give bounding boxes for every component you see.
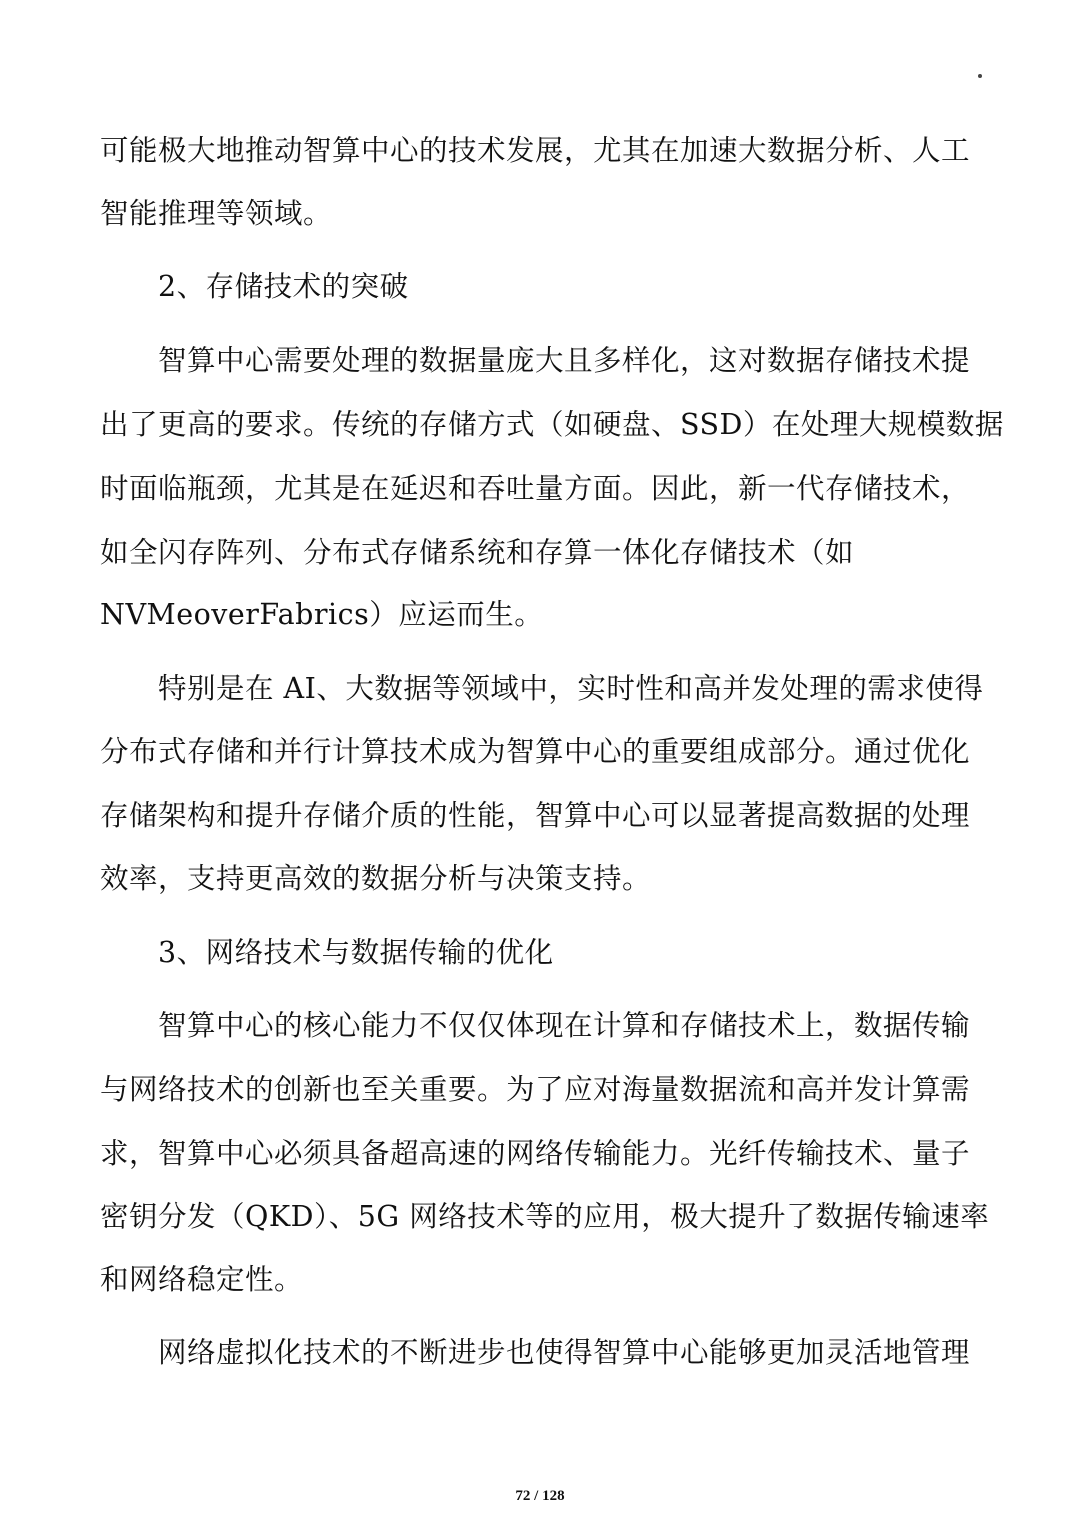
paragraph-1-line-2: 智能推理等领域。: [100, 197, 333, 230]
paragraph-7-line-1: 网络虚拟化技术的不断进步也使得智算中心能够更加灵活地管理: [158, 1336, 971, 1369]
paragraph-6-line-4: 密钥分发（QKD）、5G 网络技术等的应用，极大提升了数据传输速率: [100, 1200, 990, 1233]
paragraph-6-line-3: 求，智算中心必须具备超高速的网络传输能力。光纤传输技术、量子: [100, 1137, 971, 1170]
paragraph-4-line-4: 效率，支持更高效的数据分析与决策支持。: [100, 862, 652, 895]
paragraph-3-line-1: 智算中心需要处理的数据量庞大且多样化，这对数据存储技术提: [158, 344, 971, 377]
section-heading-storage: 2、存储技术的突破: [158, 270, 409, 303]
paragraph-4-line-1: 特别是在 AI、大数据等领域中，实时性和高并发处理的需求使得: [158, 672, 984, 705]
paragraph-6-line-5: 和网络稳定性。: [100, 1263, 304, 1296]
corner-mark: [978, 74, 982, 78]
paragraph-3-line-5: NVMeoverFabrics）应运而生。: [100, 598, 544, 631]
paragraph-6-line-1: 智算中心的核心能力不仅仅体现在计算和存储技术上，数据传输: [158, 1009, 971, 1042]
paragraph-3-line-3: 时面临瓶颈，尤其是在延迟和吞吐量方面。因此，新一代存储技术，: [100, 472, 971, 505]
section-heading-network: 3、网络技术与数据传输的优化: [158, 936, 554, 969]
paragraph-6-line-2: 与网络技术的创新也至关重要。为了应对海量数据流和高并发计算需: [100, 1073, 971, 1106]
paragraph-3-line-4: 如全闪存阵列、分布式存储系统和存算一体化存储技术（如: [100, 536, 855, 569]
paragraph-3-line-2: 出了更高的要求。传统的存储方式（如硬盘、SSD）在处理大规模数据: [100, 408, 1004, 441]
paragraph-4-line-2: 分布式存储和并行计算技术成为智算中心的重要组成部分。通过优化: [100, 735, 971, 768]
paragraph-4-line-3: 存储架构和提升存储介质的性能，智算中心可以显著提高数据的处理: [100, 799, 971, 832]
page-number: 72 / 128: [515, 1488, 565, 1504]
paragraph-1-line-1: 可能极大地推动智算中心的技术发展，尤其在加速大数据分析、人工: [100, 134, 971, 167]
